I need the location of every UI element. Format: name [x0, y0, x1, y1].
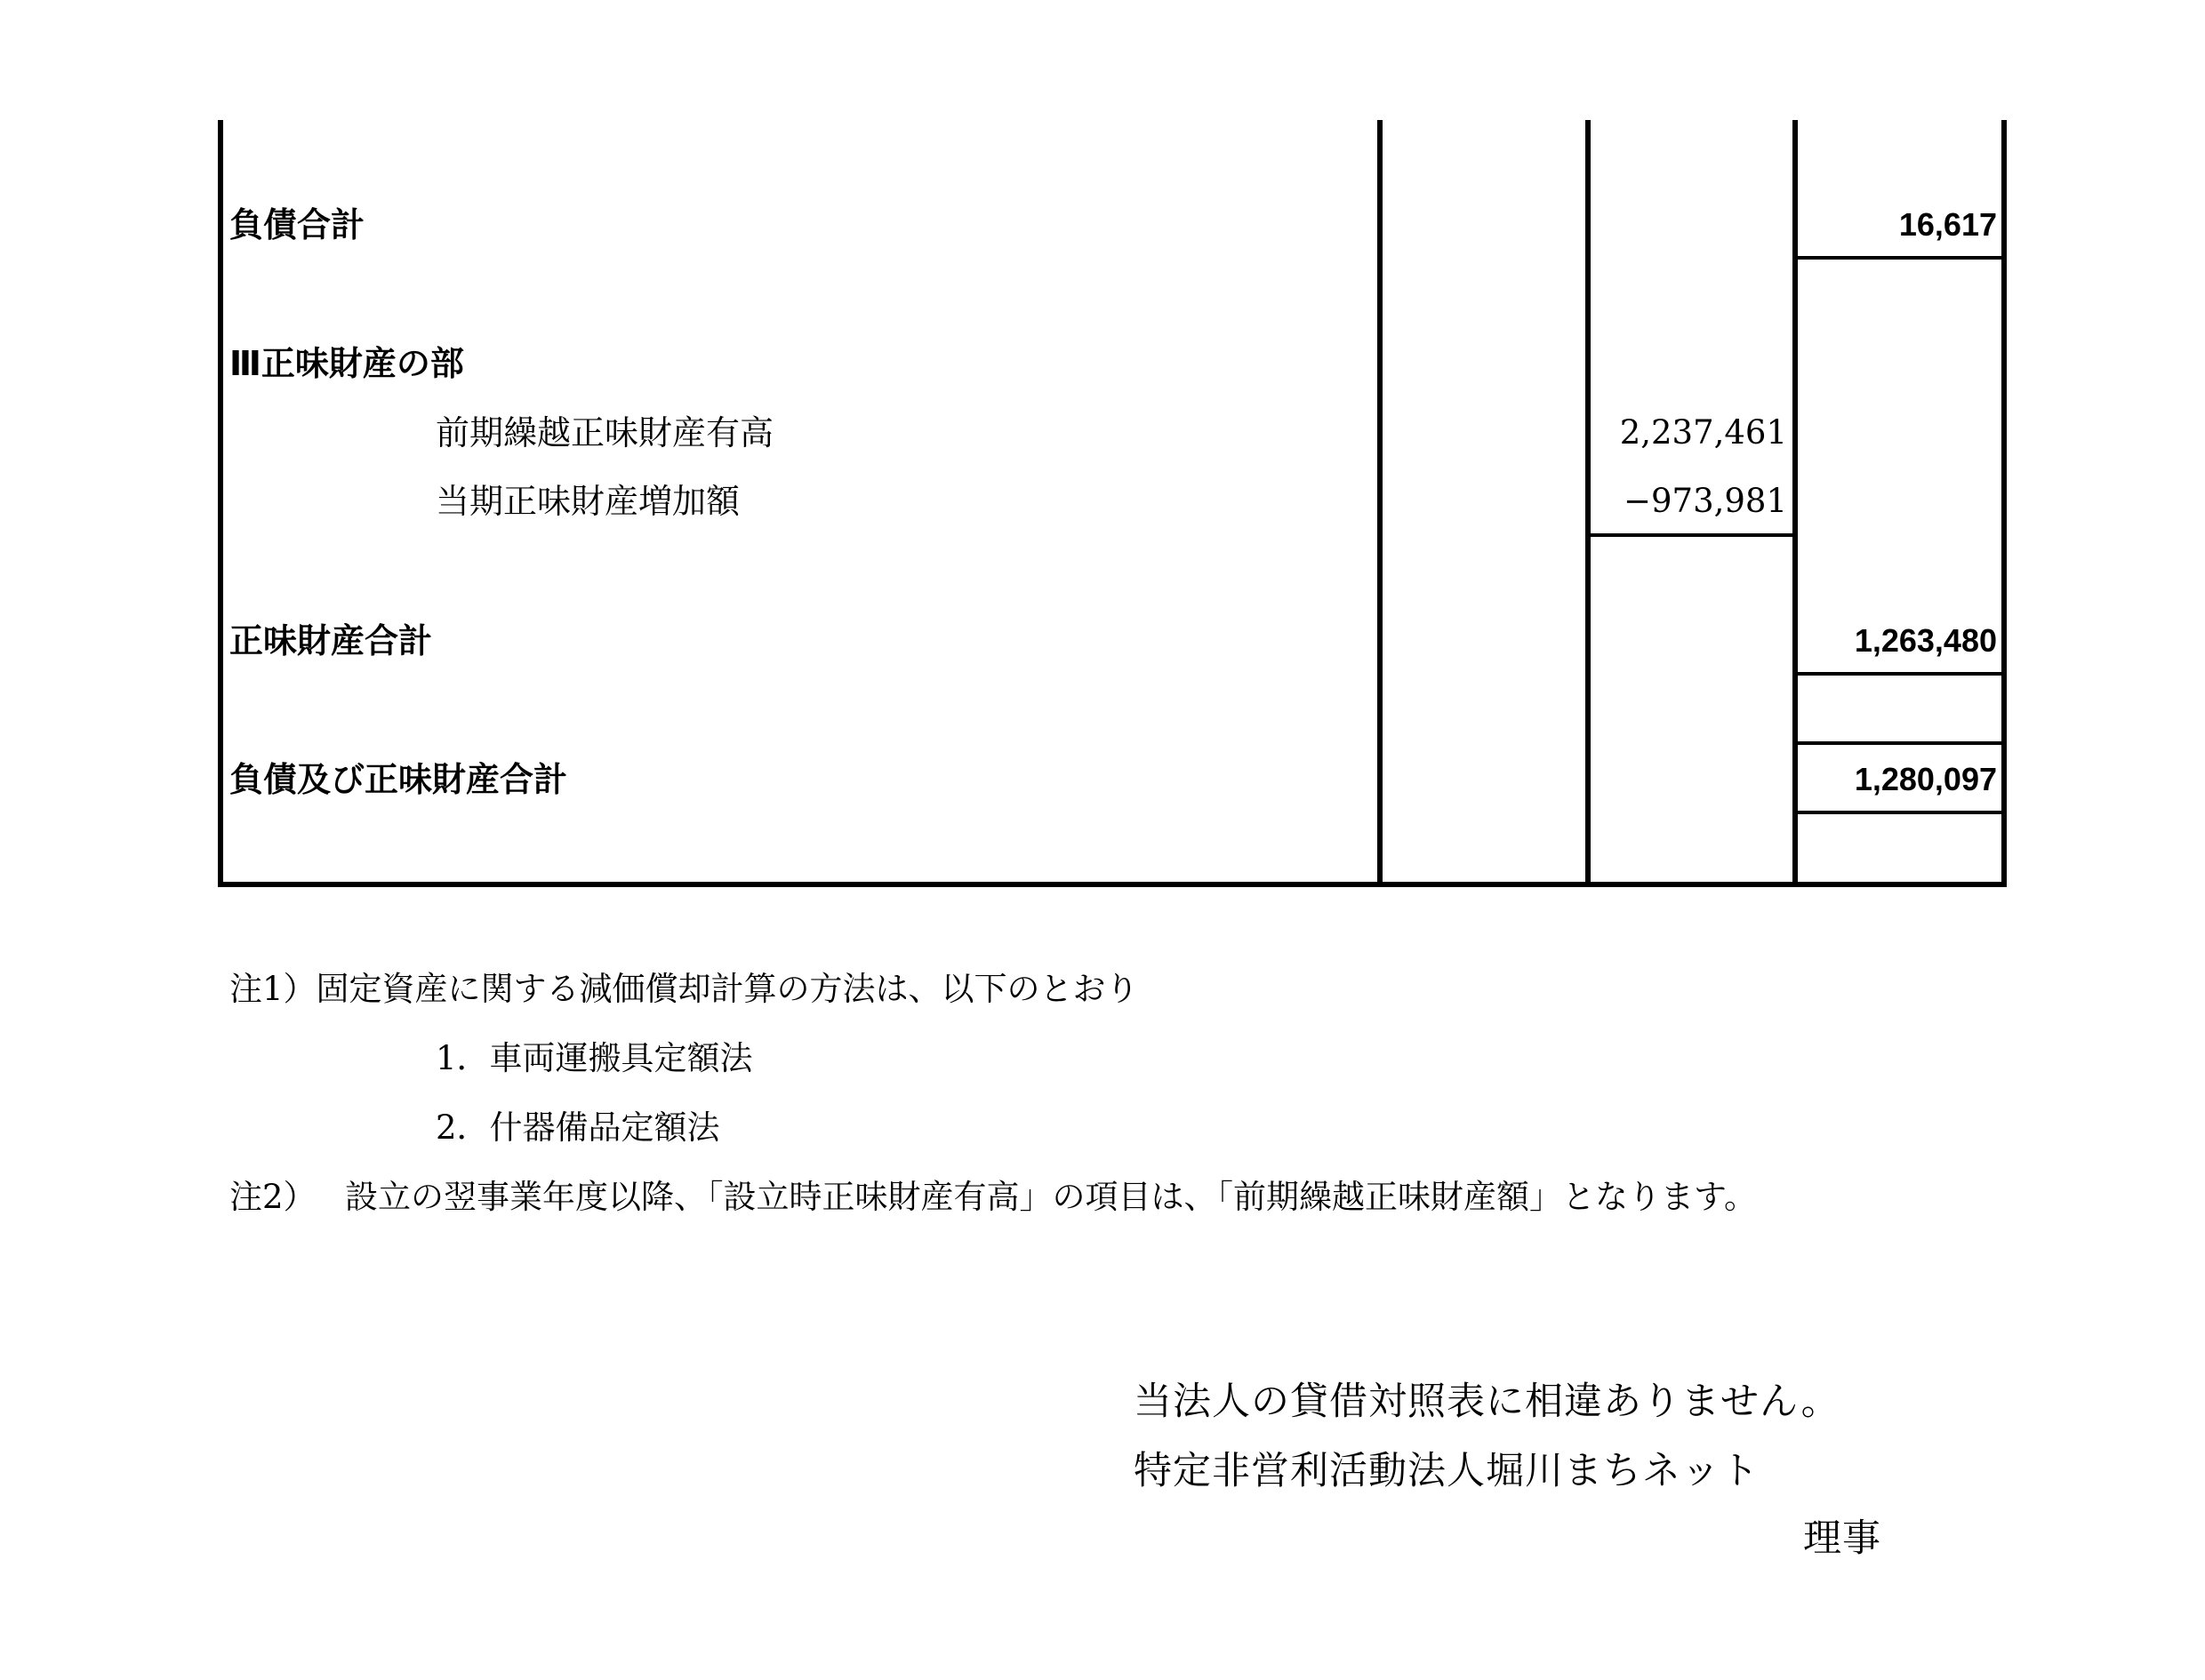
note-1: 注1）固定資産に関する減価償却計算の方法は、以下のとおり: [229, 970, 1139, 1008]
liabilities-total-value: 16,617: [1898, 206, 1997, 243]
rule-under-liabilities-total: [1792, 256, 2007, 260]
rule-under-current-change: [1585, 533, 1798, 537]
table-divider-2: [1585, 120, 1591, 887]
grand-total-label: 負債及び正味財産合計: [229, 760, 568, 799]
rule-under-grand-total: [1792, 811, 2007, 814]
table-divider-3: [1792, 120, 1798, 887]
note-2-text: 設立の翌事業年度以降、「設立時正味財産有高」の項目は、「前期繰越正味財産額」となります。: [345, 1178, 1758, 1216]
table-divider-1: [1377, 120, 1383, 887]
net-assets-total-label: 正味財産合計: [229, 621, 433, 660]
note-2-label: 注2）: [229, 1178, 317, 1216]
table-border-bottom: [218, 882, 2007, 887]
certification-statement: 当法人の貸借対照表に相違ありません。: [1134, 1380, 1840, 1424]
table-border-right: [2001, 120, 2007, 887]
prior-net-assets-value: 2,237,461: [1619, 413, 1787, 452]
signatory-title: 理事: [1803, 1516, 1881, 1561]
grand-total-value: 1,280,097: [1854, 761, 1997, 797]
table-border-left: [218, 120, 223, 887]
organization-name: 特定非営利活動法人堀川まちネット: [1134, 1449, 1760, 1493]
net-assets-section-header: Ⅲ正味財産の部: [229, 344, 464, 383]
note-1-item-1: 1．車両運搬具定額法: [436, 1039, 753, 1077]
current-change-label: 当期正味財産増加額: [436, 482, 741, 521]
net-assets-total-value: 1,263,480: [1854, 622, 1997, 659]
prior-net-assets-label: 前期繰越正味財産有高: [436, 413, 774, 452]
rule-under-net-assets-total: [1792, 672, 2007, 676]
rule-above-grand-total: [1792, 741, 2007, 745]
current-change-value: −973,981: [1623, 482, 1787, 520]
liabilities-total-label: 負債合計: [229, 205, 365, 244]
note-1-item-2: 2．什器備品定額法: [436, 1108, 720, 1147]
